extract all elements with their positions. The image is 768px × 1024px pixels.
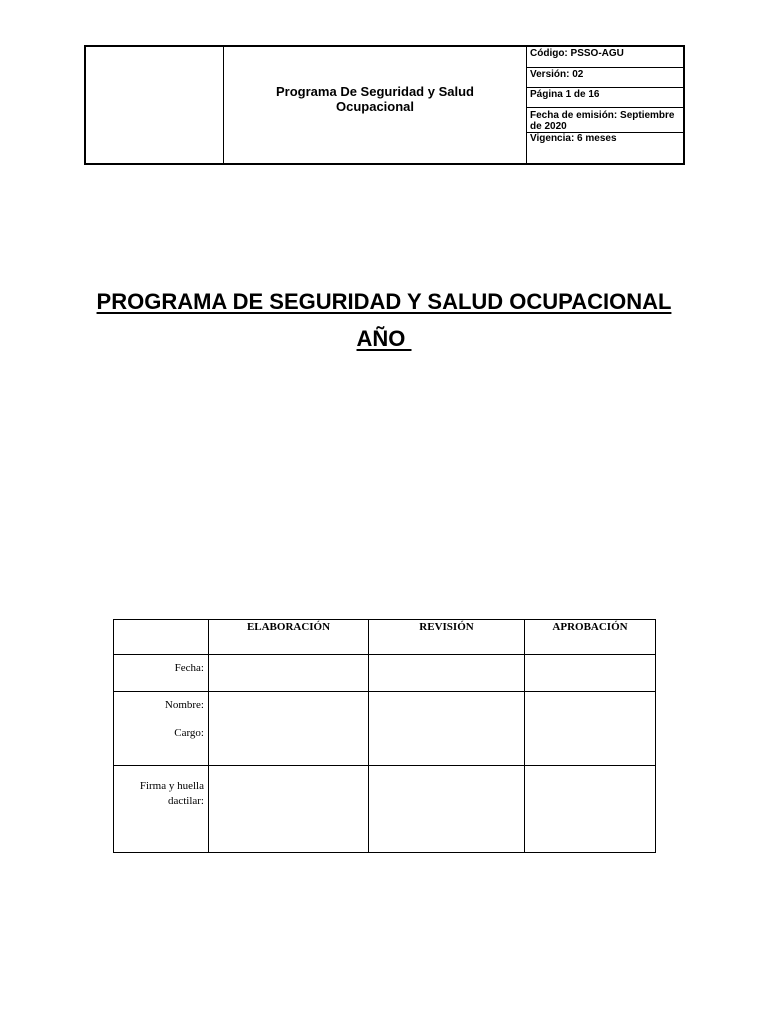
cell-fecha-revision[interactable]	[369, 655, 525, 692]
cell-firma-revision[interactable]	[369, 766, 525, 853]
cell-fecha-aprobacion[interactable]	[525, 655, 656, 692]
table-header-row	[114, 620, 656, 655]
table-row-nombre-cargo	[114, 692, 656, 766]
row-label-cargo: Cargo:	[174, 727, 204, 739]
header-empty-cell	[114, 620, 209, 655]
meta-fecha-emision-line1: Fecha de emisión: Septiembre	[530, 110, 675, 121]
cell-firma-aprobacion[interactable]	[525, 766, 656, 853]
row-label-nombre-cargo	[114, 692, 209, 766]
page-title-line1: PROGRAMA DE SEGURIDAD Y SALUD OCUPACIONAL	[96, 289, 672, 314]
meta-version: Versión: 02	[527, 68, 683, 88]
approval-table	[113, 619, 656, 853]
cell-fecha-elaboracion[interactable]	[209, 655, 369, 692]
meta-pagina: Página 1 de 16	[527, 88, 683, 108]
cell-nombre-elaboracion[interactable]	[209, 692, 369, 766]
column-header-elaboracion: ELABORACIÓN	[209, 620, 369, 655]
cell-nombre-aprobacion[interactable]	[525, 692, 656, 766]
row-label-fecha: Fecha:	[114, 655, 209, 692]
column-header-aprobacion: APROBACIÓN	[525, 620, 656, 655]
header-title-cell	[224, 47, 527, 163]
row-label-firma-line2: dactilar:	[167, 795, 204, 807]
header-title: Programa De Seguridad y Salud Ocupacional	[276, 84, 474, 114]
page-title-line2: AÑO	[356, 326, 412, 351]
row-label-firma-line1: Firma y huella	[139, 780, 204, 792]
table-row-firma	[114, 766, 656, 853]
header-meta	[527, 47, 683, 163]
meta-fecha-emision	[527, 108, 683, 133]
meta-fecha-emision-line2: de 2020	[530, 121, 567, 132]
column-header-revision: REVISIÓN	[369, 620, 525, 655]
page-title	[0, 283, 768, 357]
cell-nombre-revision[interactable]	[369, 692, 525, 766]
cell-firma-elaboracion[interactable]	[209, 766, 369, 853]
meta-vigencia: Vigencia: 6 meses	[530, 133, 617, 144]
meta-codigo: Código: PSSO-AGU	[527, 47, 683, 68]
row-label-nombre: Nombre:	[164, 699, 204, 711]
table-row-fecha	[114, 655, 656, 692]
logo-placeholder	[86, 47, 224, 163]
document-header	[84, 45, 685, 165]
row-label-firma	[114, 766, 209, 853]
